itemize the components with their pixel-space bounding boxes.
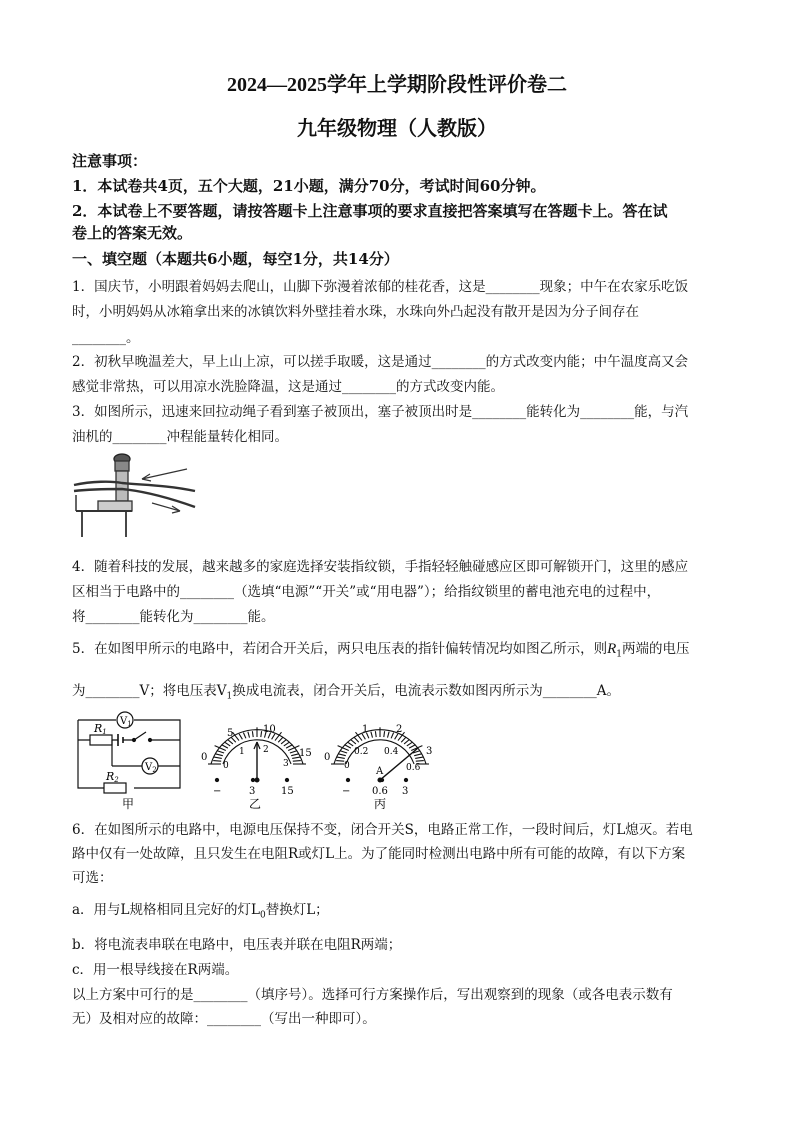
- meter-tick: [347, 742, 353, 746]
- exam-title: 2024—2025学年上学期阶段性评价卷二: [227, 74, 567, 96]
- q6-option-a: a．用与L规格相同且完好的灯$L_0$替换灯L；: [72, 902, 329, 921]
- bing-terminal-neg: −: [342, 786, 351, 797]
- yi-outer-5: 5: [227, 728, 234, 739]
- bing-outer-0: 0: [324, 752, 331, 763]
- yi-outer-10: 10: [263, 724, 276, 735]
- exam-subtitle: 九年级物理（人教版）: [297, 118, 497, 140]
- bing-outer-1: 1: [362, 724, 369, 735]
- bing-outer-2: 2: [396, 724, 403, 735]
- meter-tick: [388, 732, 390, 738]
- meter-tick: [344, 745, 351, 749]
- meter-tick: [338, 754, 346, 756]
- meter-tick: [291, 754, 299, 756]
- meter-tick: [340, 751, 347, 753]
- q6-line-5: 无）及相对应的故障：________（写出一种即可）。: [72, 1011, 376, 1027]
- q1-line-3: ________。: [72, 330, 140, 346]
- bing-inner-0: 0: [344, 761, 350, 771]
- meter-tick: [215, 754, 223, 756]
- meter-tick: [401, 737, 406, 742]
- q2-line-2: 感觉非常热，可以用凉水洗脸降温，这是通过________的方式改变内能。: [72, 379, 504, 395]
- bing-outer-3: 3: [426, 746, 433, 757]
- meter-tick: [351, 740, 356, 744]
- yi-inner-0: 0: [223, 761, 229, 771]
- meter-tick: [371, 732, 373, 738]
- meter-tick: [290, 751, 297, 753]
- meter-tick: [252, 731, 253, 737]
- r2-label: R2: [106, 770, 119, 784]
- caption-jia: 甲: [122, 797, 135, 811]
- yi-terminal-15: 15: [281, 786, 294, 797]
- meter-tick: [354, 737, 359, 742]
- meter-tick: [261, 731, 262, 737]
- q6-line-3: 可选：: [72, 870, 113, 886]
- meter-tick: [414, 754, 422, 756]
- bing-inner-0-4: 0.4: [384, 747, 399, 757]
- q2-line-1: 2．初秋早晚温差大，早上山上凉，可以搓手取暖，这是通过________的方式改变内能；中午温度高又会: [72, 354, 689, 370]
- meter-tick: [407, 742, 413, 746]
- q4-line-1: 4．随着科技的发展，越来越多的家庭选择安装指纹锁，手指轻轻触碰感应区即可解锁开门，这里的感应: [72, 559, 689, 575]
- notice-heading: 注意事项：: [72, 152, 148, 170]
- q4-line-3: 将________能转化为________能。: [72, 609, 275, 625]
- voltmeter-figure-yi: [197, 718, 317, 813]
- meter-tick: [248, 732, 250, 738]
- yi-inner-2: 2: [263, 745, 269, 755]
- q3-line-1: 3．如图所示，迅速来回拉动绳子看到塞子被顶出，塞子被顶出时是________能转化为________能，与汽: [72, 404, 689, 420]
- meter-tick: [278, 737, 283, 742]
- meter-tick: [384, 731, 385, 737]
- q6-option-c: c．用一根导线接在R两端。: [72, 962, 239, 978]
- q3-line-2: 油机的________冲程能量转化相同。: [72, 429, 288, 445]
- yi-terminal-neg: −: [213, 786, 222, 797]
- meter-tick: [239, 734, 242, 739]
- q1-line-1: 1．国庆节，小明跟着妈妈去爬山，山脚下弥漫着浓郁的桂花香，这是________现象；中午在农家乐吃饭: [72, 279, 689, 295]
- circuit-figure-jia: [72, 708, 187, 813]
- yi-inner-3: 3: [283, 759, 289, 769]
- meter-tick: [404, 740, 409, 744]
- bing-terminal-3: 3: [402, 786, 409, 797]
- meter-tick: [337, 757, 345, 758]
- meter-tick: [243, 733, 246, 739]
- meter-tick: [293, 761, 301, 762]
- meter-tick: [228, 740, 233, 744]
- meter-tick: [284, 742, 290, 746]
- yi-terminal-3: 3: [249, 786, 256, 797]
- bing-unit: A: [376, 766, 384, 777]
- v1-label: $V_1$: [120, 716, 132, 728]
- bing-terminal-0-6: 0.6: [372, 786, 388, 797]
- q6-line-2: 路中仅有一处故障，且只发生在电阻R或灯L上。为了能同时检测出电路中所有可能的故障，有以下方案: [72, 846, 686, 862]
- notice-item-2-line-2: 卷上的答案无效。: [72, 224, 193, 242]
- q1-line-2: 时，小明妈妈从冰箱拿出来的冰镇饮料外壁挂着水珠，水珠向外凸起没有散开是因为分子间存在: [72, 304, 639, 320]
- meter-tick: [409, 745, 416, 749]
- q6-option-b: b．将电流表串联在电路中，电压表并联在电阻R两端；: [72, 937, 402, 953]
- q4-line-2: 区相当于电路中的________（选填“电源”“开关”或“用电器”）；给指纹锁里的蓄电池充电的过程中，: [72, 584, 661, 600]
- meter-tick: [281, 740, 286, 744]
- meter-tick: [391, 733, 394, 739]
- meter-tick: [416, 761, 424, 762]
- notice-item-1: 1．本试卷共4页，五个大题，21小题，满分70分，考试时间60分钟。: [72, 177, 546, 195]
- yi-inner-1: 1: [239, 747, 245, 757]
- bing-inner-0-2: 0.2: [354, 747, 369, 757]
- q5-line-1: 5．在如图甲所示的电路中，若闭合开关后，两只电压表的指针偏转情况均如图乙所示，则$R_1$两端的电压: [72, 641, 690, 660]
- section-1-heading: 一、填空题（本题共6小题，每空1分，共14分）: [72, 250, 399, 268]
- meter-tick: [375, 731, 376, 737]
- caption-bing: 丙: [374, 797, 387, 811]
- yi-outer-15: 15: [299, 748, 312, 759]
- meter-tick: [415, 757, 423, 758]
- meter-tick: [221, 745, 228, 749]
- rope-tube-figure: [72, 445, 197, 540]
- q5-line-2: 为________V；将电压表$V_1$换成电流表，闭合开关后，电流表示数如图丙所示为________A。: [72, 683, 620, 702]
- caption-yi: 乙: [249, 797, 262, 811]
- meter-tick: [224, 742, 230, 746]
- q6-line-4: 以上方案中可行的是________（填序号）。选择可行方案操作后，写出观察到的现象（或各电表示数有: [72, 987, 673, 1003]
- meter-tick: [217, 751, 224, 753]
- meter-tick: [336, 761, 344, 762]
- bing-inner-0-6: 0.6: [406, 763, 421, 773]
- ammeter-figure-bing: [322, 718, 442, 813]
- meter-tick: [214, 757, 222, 758]
- meter-tick: [213, 761, 221, 762]
- q6-line-1: 6．在如图所示的电路中，电源电压保持不变，闭合开关S，电路正常工作，一段时间后，灯L熄灭。若电: [72, 822, 693, 838]
- v2-label: $V_2$: [145, 762, 157, 774]
- notice-item-2-line-1: 2．本试卷上不要答题，请按答题卡上注意事项的要求直接把答案填写在答题卡上。答在试: [72, 202, 668, 220]
- r1-label: R1: [94, 722, 107, 736]
- yi-outer-0: 0: [201, 752, 208, 763]
- meter-tick: [286, 745, 293, 749]
